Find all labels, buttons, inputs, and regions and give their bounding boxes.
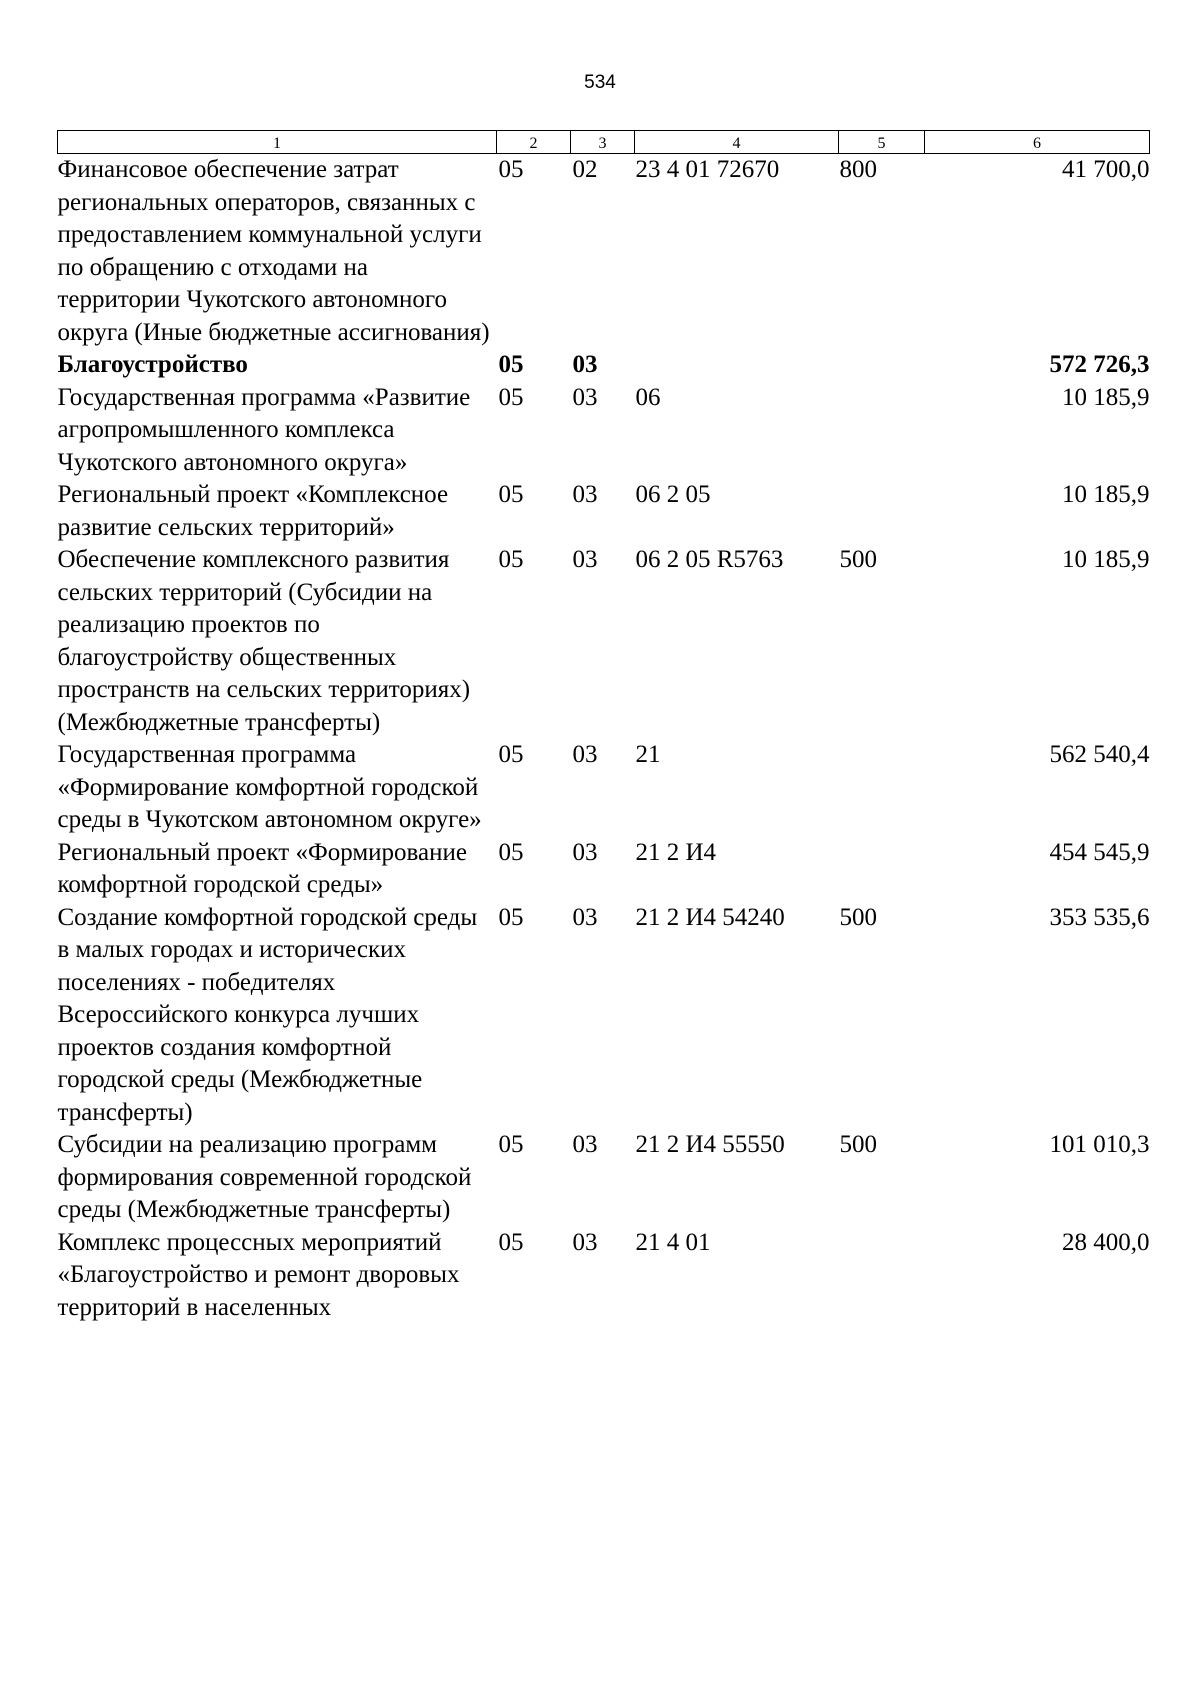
section-code: 05 (498, 1228, 524, 1256)
subsection-code: 03 (572, 741, 598, 768)
row-name: Региональный проект «Комплексное развитие сельских территорий» (57, 481, 449, 541)
expense-type-code: 500 (839, 546, 877, 573)
target-article-code: 06 2 05 R5763 (635, 546, 784, 573)
amount-value: 572 726,3 (1049, 351, 1150, 378)
table-body (58, 154, 1150, 1325)
table-row (58, 154, 1150, 350)
row-name: Обеспечение комплексного развития сельских территорий (Субсидии на реализацию проектов по благоустройству общественных пространств на сельских территориях) (Межбюджетные трансферты) (57, 546, 471, 736)
table-row (58, 902, 1150, 1130)
expense-type-code: 800 (839, 156, 877, 183)
expense-type-code: 500 (839, 903, 877, 931)
row-name: Комплекс процессных мероприятий «Благоустройство и ремонт дворовых территорий в населенных (57, 1228, 460, 1321)
subsection-code: 03 (572, 903, 598, 931)
row-name: Государственная программа «Формирование комфортной городской среды в Чукотском автономном округе» (57, 741, 482, 833)
expense-type-code (839, 382, 925, 480)
column-header-4: 4 (635, 131, 839, 154)
expense-type-code (839, 837, 925, 902)
amount-value: 28 400,0 (1062, 1228, 1150, 1256)
amount-value: 454 545,9 (1049, 838, 1150, 866)
table-row (58, 349, 1150, 382)
amount-value: 353 535,6 (1049, 903, 1150, 931)
section-code: 05 (498, 838, 524, 866)
amount-value: 41 700,0 (1062, 156, 1150, 183)
header-row (58, 131, 1150, 154)
expense-type-code (839, 1227, 925, 1325)
target-article-code: 06 2 05 (635, 481, 711, 508)
target-article-code: 23 4 01 72670 (635, 156, 780, 183)
subsection-code: 03 (572, 481, 598, 508)
row-name: Государственная программа «Развитие агропромышленного комплекса Чукотского автономного округа» (57, 383, 471, 476)
table-row (58, 739, 1150, 837)
target-article-code: 21 2 И4 55550 (635, 1131, 785, 1158)
subsection-code: 02 (572, 156, 598, 183)
budget-table (57, 130, 1150, 1324)
subsection-code: 03 (572, 1131, 598, 1158)
expense-type-code (839, 739, 925, 837)
page-number: 534 (584, 72, 616, 93)
subsection-code: 03 (572, 1228, 598, 1256)
column-header-5: 5 (839, 131, 925, 154)
subsection-code: 03 (572, 838, 598, 866)
section-code: 05 (498, 546, 524, 573)
column-header-1: 1 (58, 131, 497, 154)
subsection-code: 03 (572, 546, 598, 573)
target-article-code: 06 (635, 383, 661, 411)
expense-type-code (839, 479, 925, 544)
section-code: 05 (498, 383, 524, 411)
section-code: 05 (498, 903, 524, 931)
section-code: 05 (498, 351, 524, 378)
row-name: Благоустройство (57, 351, 248, 378)
target-article-code: 21 2 И4 54240 (635, 903, 785, 931)
row-name: Субсидии на реализацию программ формирования современной городской среды (Межбюджетные трансферты) (57, 1131, 472, 1223)
table-row (58, 479, 1150, 544)
table-row (58, 837, 1150, 902)
section-code: 05 (498, 1131, 524, 1158)
subsection-code: 03 (572, 383, 598, 411)
section-code: 05 (498, 741, 524, 768)
amount-value: 562 540,4 (1049, 741, 1150, 768)
section-code: 05 (498, 481, 524, 508)
amount-value: 10 185,9 (1062, 481, 1150, 508)
column-header-3: 3 (571, 131, 635, 154)
subsection-code: 03 (572, 351, 598, 378)
table-row (58, 1129, 1150, 1227)
row-name: Создание комфортной городской среды в малых городах и исторических поселениях - победителях Всероссийского конкурса лучших проектов создания комфортной городской среды (Межбюджетные трансферты) (57, 903, 478, 1126)
expense-type-code: 500 (839, 1131, 877, 1158)
amount-value: 10 185,9 (1062, 383, 1150, 411)
target-article-code (635, 349, 839, 382)
table-row (58, 1227, 1150, 1325)
amount-value: 101 010,3 (1049, 1131, 1150, 1158)
column-header-2: 2 (497, 131, 571, 154)
table-row (58, 382, 1150, 480)
amount-value: 10 185,9 (1062, 546, 1150, 573)
row-name: Региональный проект «Формирование комфортной городской среды» (57, 838, 467, 898)
row-name: Финансовое обеспечение затрат региональных операторов, связанных с предоставлением коммунальной услуги по обращению с отходами на территории Чукотского автономного округа (Иные бюджетные ассигнования) (57, 156, 490, 346)
table-header (58, 131, 1150, 154)
target-article-code: 21 2 И4 (635, 838, 717, 866)
target-article-code: 21 (635, 741, 661, 768)
section-code: 05 (498, 156, 524, 183)
expense-type-code (839, 349, 925, 382)
column-header-6: 6 (925, 131, 1150, 154)
table-row (58, 544, 1150, 739)
target-article-code: 21 4 01 (635, 1228, 711, 1256)
